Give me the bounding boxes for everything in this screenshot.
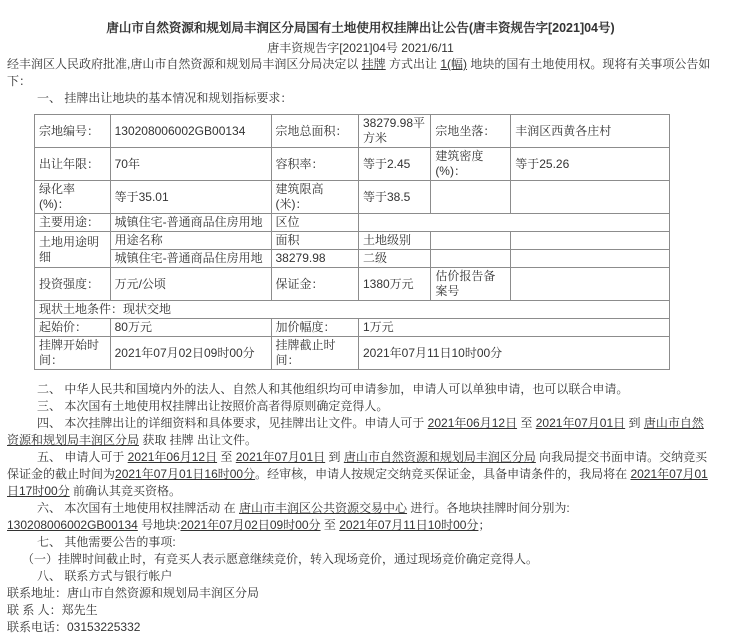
value-plot-ratio: 等于2.45 [358, 148, 430, 181]
value-starting-price: 80万元 [110, 319, 271, 337]
section6-paragraph-line2 [7, 517, 714, 534]
underlined-text-segment: 2021年07月02日09时00分 [180, 518, 321, 532]
value-use-name: 城镇住宅-普通商品住房用地 [110, 250, 271, 268]
empty-cell [511, 232, 670, 250]
header-use-name: 用途名称 [110, 232, 271, 250]
text-segment: ； [478, 518, 491, 532]
label-greening-rate: 绿化率(%)： [35, 181, 111, 214]
text-segment: 六、 本次国有土地使用权挂牌活动 在 [37, 501, 240, 515]
label-tenure-years: 出让年限： [35, 148, 111, 181]
text-segment: 获取 挂牌 出让文件。 [139, 433, 258, 447]
underlined-text-segment: 130208006002GB00134 [7, 518, 138, 532]
table-row-parcel-id [35, 115, 670, 148]
empty-cell [431, 181, 511, 214]
underlined-text-segment: 2021年07月01日 [235, 450, 326, 464]
text-segment: 四、 本次挂牌出让的详细资料和具体要求，见挂牌出让文件。申请人可于 [37, 416, 428, 430]
value-area: 38279.98 [271, 250, 358, 268]
table-row-main-use [35, 214, 670, 232]
label-land-use-detail: 土地用途明细 [35, 232, 111, 268]
underlined-text-segment: 挂牌 [361, 57, 386, 71]
section7-item1: （一）挂牌时间截止时，有竞买人表示愿意继续竞价，转入现场竞价，通过现场竞价确定竞得人。 [22, 552, 539, 566]
section5-paragraph [7, 449, 714, 500]
label-building-density: 建筑密度(%)： [431, 148, 511, 181]
empty-cell [431, 250, 511, 268]
underlined-text-segment: 1(幅) [440, 57, 468, 71]
value-tenure-years: 70年 [110, 148, 271, 181]
header-area: 面积 [271, 232, 358, 250]
table-row-greening [35, 181, 670, 214]
underlined-text-segment: 唐山市自然资源和规划局丰润区分局 [7, 416, 704, 447]
table-row-listing-time [35, 337, 670, 370]
section6-paragraph-line1 [7, 500, 714, 517]
text-segment: 到 [625, 416, 644, 430]
value-listing-end-time: 2021年07月11日10时00分 [358, 337, 669, 370]
label-main-use: 主要用途： [35, 214, 111, 232]
contact-phone: 联系电话：03153225332 [7, 620, 141, 634]
table-row-land-condition [35, 301, 670, 319]
table-row-use-detail-header [35, 232, 670, 250]
table-row-investment-deposit [35, 268, 670, 301]
section7-heading: 七、 其他需要公告的事项: [37, 535, 176, 549]
text-segment: 至 [217, 450, 236, 464]
label-listing-start-time: 挂牌开始时间： [35, 337, 111, 370]
text-segment: 至 [320, 518, 340, 532]
label-parcel-number: 宗地编号： [35, 115, 111, 148]
label-appraisal-record-number: 估价报告备案号 [431, 268, 511, 301]
value-location: 丰润区西黄各庄村 [511, 115, 670, 148]
document-number-date: 唐丰资规告字[2021]04号 2021/6/11 [267, 41, 454, 55]
text-segment: 号地块: [137, 518, 181, 532]
underlined-text-segment: 唐山市丰润区公共资源交易中心 [239, 501, 408, 515]
land-parcel-table [34, 114, 670, 370]
value-listing-start-time: 2021年07月02日09时00分 [110, 337, 271, 370]
label-district: 区位 [271, 214, 358, 232]
section3-paragraph: 三、 本次国有土地使用权挂牌出让按照价高者得原则确定竞得人。 [37, 399, 389, 413]
intro-paragraph [7, 56, 714, 90]
text-segment: 。经审核，申请人按规定交纳竞买保证金，具备申请条件的，我局将在 [255, 467, 631, 481]
value-height-limit: 等于38.5 [358, 181, 430, 214]
text-segment: 前确认其竞买资格。 [69, 484, 182, 498]
label-investment-intensity: 投资强度： [35, 268, 111, 301]
section8-heading: 八、 联系方式与银行帐户 [37, 569, 173, 583]
header-land-grade: 土地级别 [358, 232, 430, 250]
value-main-use: 城镇住宅-普通商品住房用地 [110, 214, 271, 232]
label-bid-increment: 加价幅度： [271, 319, 358, 337]
table-row-price [35, 319, 670, 337]
text-segment: 方式出让 [385, 57, 441, 71]
section2-paragraph: 二、 中华人民共和国境内外的法人、自然人和其他组织均可申请参加，申请人可以单独申请，也可以联合申请。 [37, 382, 629, 396]
table-row-tenure [35, 148, 670, 181]
underlined-text-segment: 2021年07月01日 [535, 416, 626, 430]
section1-heading: 一、 挂牌出让地块的基本情况和规划指标要求： [37, 91, 293, 105]
text-segment: 地块的国有土地使用权。现将有关事项公告如下： [7, 57, 711, 88]
empty-cell [431, 232, 511, 250]
underlined-text-segment: 2021年07月11日10时00分 [339, 518, 479, 532]
underlined-text-segment: 2021年06月12日 [127, 450, 218, 464]
value-land-grade: 二级 [358, 250, 430, 268]
contact-address: 联系地址：唐山市自然资源和规划局丰润区分局 [7, 586, 260, 600]
underlined-text-segment: 2021年07月01日16时00分 [115, 467, 256, 481]
value-district [358, 214, 669, 232]
empty-cell [511, 250, 670, 268]
value-building-density: 等于25.26 [511, 148, 670, 181]
value-investment-intensity: 万元/公顷 [110, 268, 271, 301]
label-location: 宗地坐落： [431, 115, 511, 148]
value-bid-increment: 1万元 [358, 319, 669, 337]
label-deposit: 保证金： [271, 268, 358, 301]
text-segment: 到 [325, 450, 344, 464]
label-starting-price: 起始价： [35, 319, 111, 337]
label-height-limit: 建筑限高(米)： [271, 181, 358, 214]
table-row-use-detail-value [35, 250, 670, 268]
text-segment: 向我局提交书面申请。交纳竞买保证金的截止时间为 [7, 450, 708, 481]
underlined-text-segment: 唐山市自然资源和规划局丰润区分局 [343, 450, 536, 464]
text-segment: 五、 申请人可于 [37, 450, 128, 464]
text-segment: 至 [517, 416, 536, 430]
value-greening-rate: 等于35.01 [110, 181, 271, 214]
section4-paragraph [7, 415, 714, 449]
underlined-text-segment: 2021年06月12日 [427, 416, 518, 430]
text-segment: 进行。各地块挂牌时间分别为: [407, 501, 570, 515]
label-total-area: 宗地总面积： [271, 115, 358, 148]
value-current-land-condition: 现状土地条件：现状交地 [35, 301, 670, 319]
contact-person: 联 系 人：郑先生 [7, 603, 98, 617]
value-deposit: 1380万元 [358, 268, 430, 301]
empty-cell [511, 181, 670, 214]
value-total-area: 38279.98平方米 [358, 115, 430, 148]
label-plot-ratio: 容积率： [271, 148, 358, 181]
value-parcel-number: 130208006002GB00134 [110, 115, 271, 148]
text-segment: 经丰润区人民政府批准,唐山市自然资源和规划局丰润区分局决定以 [7, 57, 362, 71]
page-title: 唐山市自然资源和规划局丰润区分局国有土地使用权挂牌出让公告(唐丰资规告字[2021]04号) [106, 21, 615, 35]
value-appraisal-record-number [511, 268, 670, 301]
label-listing-end-time: 挂牌截止时间： [271, 337, 358, 370]
underlined-text-segment: 2021年07月01日17时00分 [7, 467, 708, 498]
